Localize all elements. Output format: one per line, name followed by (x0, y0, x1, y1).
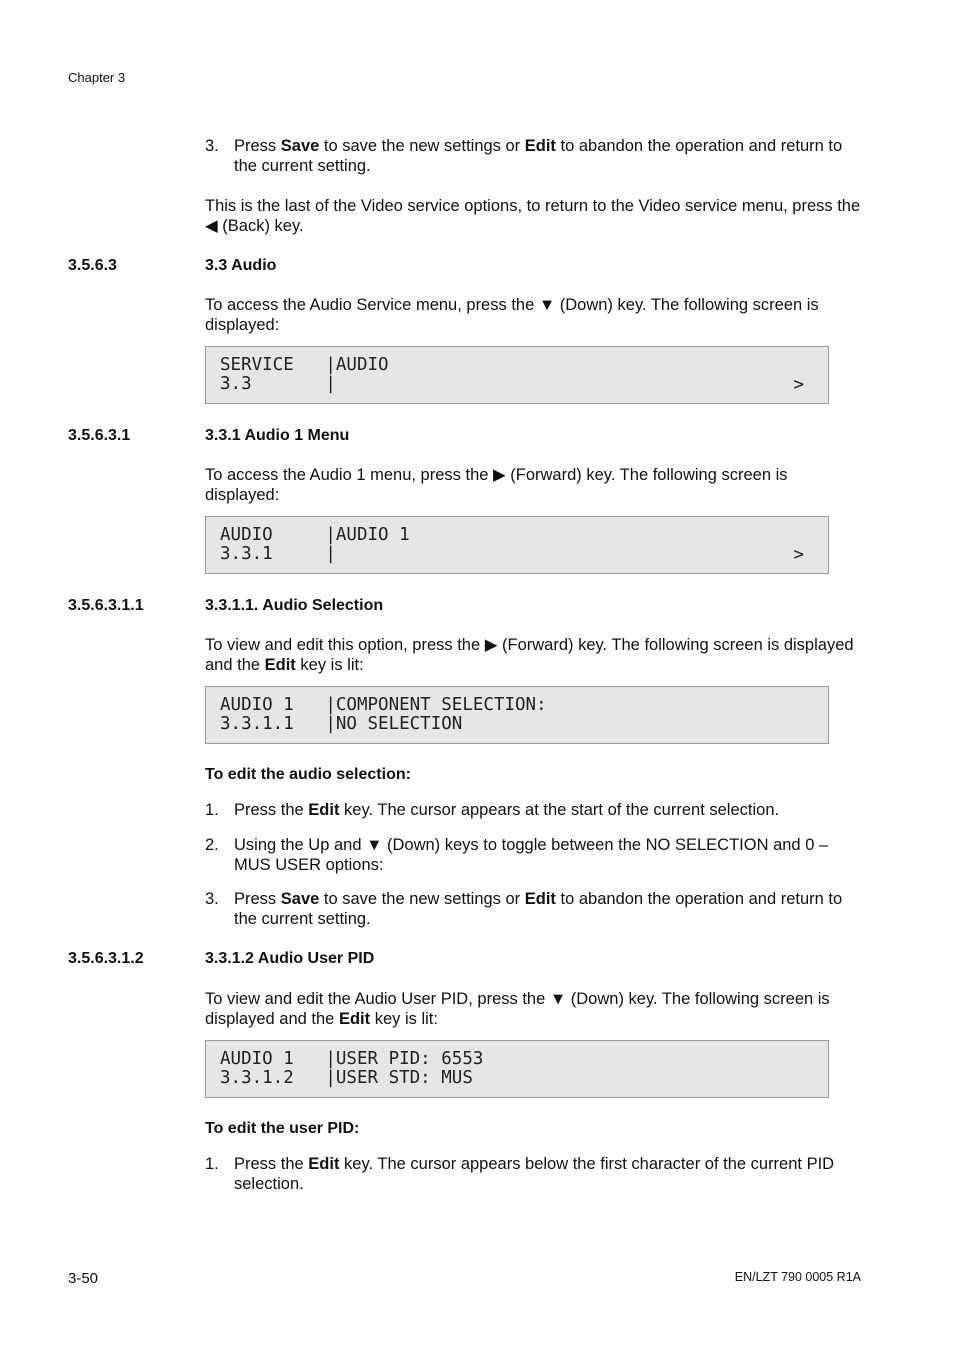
list-text: Press the Edit key. The cursor appears at the start of the current selection. (234, 801, 780, 819)
section-title: 3.3 Audio (205, 257, 277, 274)
page-number: 3-50 (68, 1270, 99, 1287)
document-id: EN/LZT 790 0005 R1A (734, 1270, 861, 1284)
list-item (205, 136, 865, 176)
lcd-line: AUDIO |AUDIO 1 (220, 525, 410, 545)
section-title: 3.3.1.2 Audio User PID (205, 950, 375, 967)
list-number: 1. (205, 801, 219, 819)
list-text: Press the Edit key. The cursor appears below the first character of the current PID selection. (234, 1155, 835, 1193)
list-text: Press Save to save the new settings or Edit to abandon the operation and return to the current setting. (234, 890, 843, 928)
chapter-header: Chapter 3 (68, 70, 126, 85)
list-item (205, 889, 865, 929)
lcd-screen (205, 1040, 829, 1098)
lcd-line: 3.3 | (220, 374, 336, 394)
lcd-screen (205, 346, 829, 404)
paragraph: To view and edit the Audio User PID, press the ▼ (Down) key. The following screen is displayed and the Edit key is lit: (205, 990, 830, 1028)
list-number: 3. (205, 890, 219, 908)
procedure-heading: To edit the user PID: (205, 1120, 360, 1137)
lcd-line: 3.3.1.2 |USER STD: MUS (220, 1068, 473, 1088)
lcd-line: SERVICE |AUDIO (220, 355, 389, 375)
paragraph: To access the Audio Service menu, press the ▼ (Down) key. The following screen is displayed: (205, 296, 819, 334)
list-item (205, 835, 865, 875)
section-number: 3.5.6.3 (68, 257, 117, 274)
list-item (205, 1154, 865, 1194)
section-number: 3.5.6.3.1 (68, 427, 131, 444)
list-text: Using the Up and ▼ (Down) keys to toggle between the NO SELECTION and 0 – MUS USER options: (234, 836, 829, 874)
list-number: 1. (205, 1155, 219, 1173)
paragraph: This is the last of the Video service options, to return to the Video service menu, press the ◀ (Back) key. (205, 197, 861, 235)
forward-arrow-icon: > (793, 375, 804, 395)
lcd-screen (205, 686, 829, 744)
section-title: 3.3.1.1. Audio Selection (205, 597, 384, 614)
list-number: 3. (205, 137, 219, 155)
list-number: 2. (205, 836, 219, 854)
list-text: Press Save to save the new settings or Edit to abandon the operation and return to the current setting. (234, 137, 843, 175)
paragraph: To view and edit this option, press the ▶ (Forward) key. The following screen is displayed and the Edit key is lit: (205, 636, 854, 674)
section-number: 3.5.6.3.1.2 (68, 950, 144, 967)
list-item (205, 800, 865, 820)
lcd-line: 3.3.1 | (220, 544, 336, 564)
lcd-screen (205, 516, 829, 574)
forward-arrow-icon: > (793, 545, 804, 565)
lcd-line: AUDIO 1 |USER PID: 6553 (220, 1049, 484, 1069)
section-number: 3.5.6.3.1.1 (68, 597, 144, 614)
procedure-heading: To edit the audio selection: (205, 766, 411, 783)
paragraph: To access the Audio 1 menu, press the ▶ (Forward) key. The following screen is displayed: (205, 466, 788, 504)
lcd-line: 3.3.1.1 |NO SELECTION (220, 714, 463, 734)
section-title: 3.3.1 Audio 1 Menu (205, 427, 350, 444)
lcd-line: AUDIO 1 |COMPONENT SELECTION: (220, 695, 547, 715)
